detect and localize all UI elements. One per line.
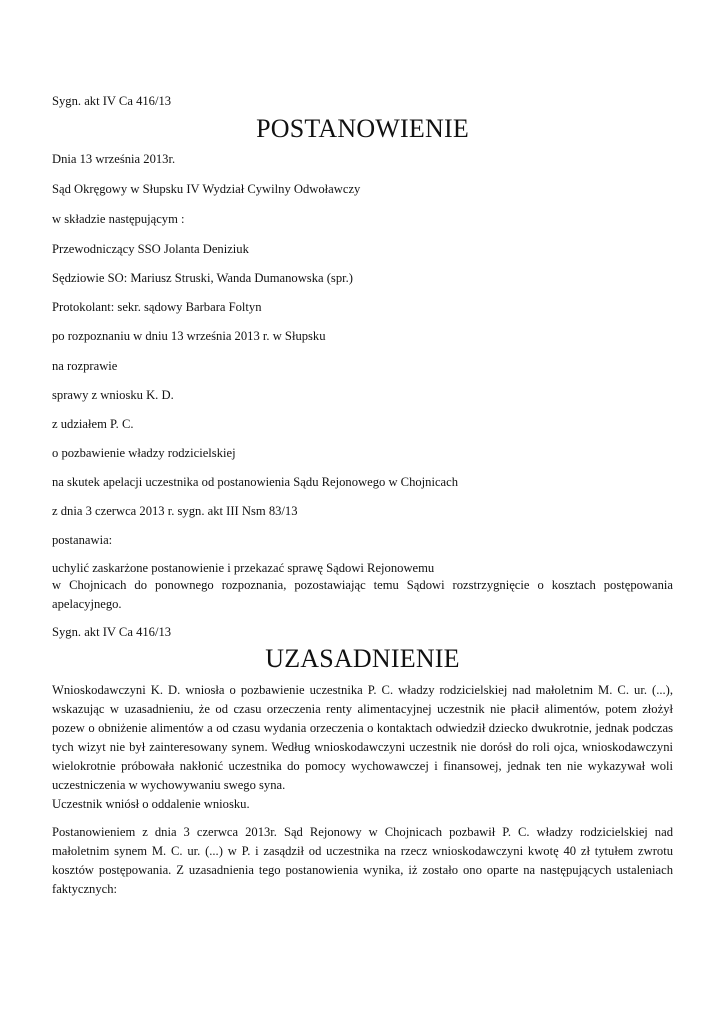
ruling-line-1: uchylić zaskarżone postanowienie i przekazać sprawę Sądowi Rejonowemu [52, 561, 435, 575]
session-type: na rozprawie [52, 359, 118, 373]
decision-title: POSTANOWIENIE [256, 114, 469, 143]
decides-label: postanawia: [52, 533, 113, 547]
justification-paragraph-1: Wnioskodawczyni K. D. wniosła o pozbawienie uczestnika P. C. władzy rodzicielskiej nad małoletnim M. C. ur. (...), wskazując w uzasadnieniu, że od czasu orzeczenia renty alimentacyjnej uczestnik nie płacił alimentów, potem złożył pozew o obniżenie alimentów a od czasu wydania orzeczenia o kontaktach odwiedził dziecko dwukrotnie, jednak podczas tych wizyt nie był zainteresowany synem. Według wnioskodawczyni uczestnik nie dorósł do roli ojca, wnioskodawczyni wielokrotnie próbowała nakłonić uczestnika do pomocy wychowawczej i finansowej, jednak ten nie wykazywał woli uczestniczenia w wychowywaniu swego syna. [52, 683, 673, 792]
case-subject: o pozbawienie władzy rodzicielskiej [52, 446, 236, 460]
appeal-info: na skutek apelacji uczestnika od postanowienia Sądu Rejonowego w Chojnicach [52, 475, 459, 489]
appeal-date: z dnia 3 czerwca 2013 r. sygn. akt III Nsm 83/13 [52, 504, 298, 518]
justification-paragraph-2: Uczestnik wniósł o oddalenie wniosku. [52, 797, 250, 811]
court-name: Sąd Okręgowy w Słupsku IV Wydział Cywilny Odwoławczy [52, 182, 361, 196]
presiding-judge: Przewodniczący SSO Jolanta Deniziuk [52, 242, 249, 256]
hearing-info: po rozpoznaniu w dniu 13 września 2013 r. w Słupsku [52, 329, 326, 343]
case-signature-second: Sygn. akt IV Ca 416/13 [52, 625, 172, 639]
case-description: sprawy z wniosku K. D. [52, 388, 174, 402]
clerk: Protokolant: sekr. sądowy Barbara Foltyn [52, 300, 262, 314]
composition-intro: w składzie następującym : [52, 212, 185, 226]
justification-paragraph-3: Postanowieniem z dnia 3 czerwca 2013r. Sąd Rejonowy w Chojnicach pozbawił P. C. władzy rodzicielskiej nad małoletnim synem M. C. ur. (...) w P. i zasądził od uczestnika na rzecz wnioskodawczyni kwotę 40 zł tytułem zwrotu kosztów postępowania. Z uzasadnienia tego postanowienia wynika, iż zostało ono oparte na następujących ustaleniach faktycznych: [52, 825, 673, 896]
case-signature: Sygn. akt IV Ca 416/13 [52, 94, 172, 108]
ruling-line-2: w Chojnicach do ponownego rozpoznania, pozostawiając temu Sądowi rozstrzygnięcie o kosztach postępowania apelacyjnego. [52, 578, 673, 611]
participant: z udziałem P. C. [52, 417, 134, 431]
judges: Sędziowie SO: Mariusz Struski, Wanda Dumanowska (spr.) [52, 271, 353, 285]
date-line: Dnia 13 września 2013r. [52, 152, 176, 166]
justification-title: UZASADNIENIE [265, 644, 460, 673]
